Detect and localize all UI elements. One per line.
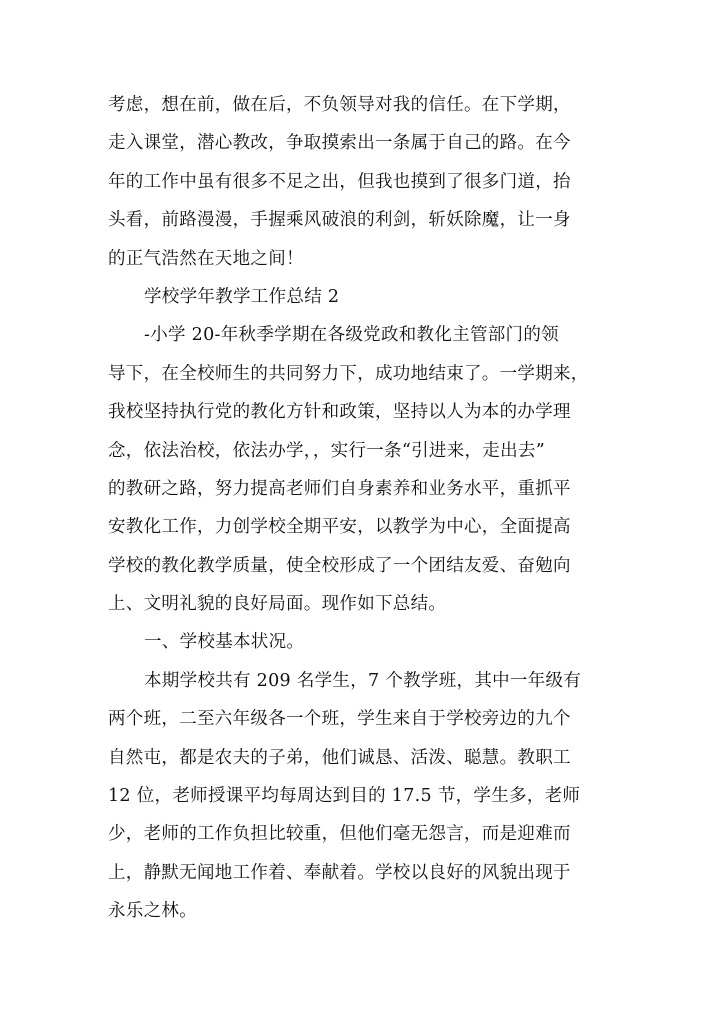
text-line: -小学 20-年秋季学期在各级党政和教化主管部门的领 (144, 325, 559, 346)
section-heading: 学校学年教学工作总结 2 (144, 286, 340, 307)
text-line: 上，静默无闻地工作着、奉献着。学校以良好的风貌出现于 (108, 862, 571, 883)
text-line: 上、文明礼貌的良好局面。现作如下总结。 (108, 594, 447, 615)
text-line: 头看，前路漫漫，手握乘风破浪的利剑，斩妖除魔，让一身 (108, 210, 571, 231)
text-line: 年的工作中虽有很多不足之出，但我也摸到了很多门道，抬 (108, 171, 571, 192)
text-line: 12 位，老师授课平均每周达到目的 17.5 节，学生多，老师 (108, 786, 581, 807)
section-heading: 一、学校基本状况。 (144, 632, 305, 653)
text-line: 导下，在全校师生的共同努力下，成功地结束了。一学期来， (108, 363, 589, 384)
text-line: 两个班，二至六年级各一个班，学生来自于学校旁边的九个 (108, 709, 571, 730)
text-line: 本期学校共有 209 名学生，7 个教学班，其中一年级有 (144, 670, 582, 691)
text-line: 考虑，想在前，做在后，不负领导对我的信任。在下学期， (108, 95, 571, 115)
text-line: 少，老师的工作负担比较重，但他们毫无怨言，而是迎难而 (108, 824, 571, 845)
text-line: 永乐之林。 (108, 901, 197, 922)
text-line: 的教研之路，努力提高老师们自身素养和业务水平，重抓平 (108, 478, 571, 499)
text-line: 念，依法治校，依法办学，，实行一条“引进来，走出去” (108, 440, 545, 461)
text-line: 的正气浩然在天地之间！ (108, 248, 304, 269)
text-line: 学校的教化教学质量，使全校形成了一个团结友爱、奋勉向 (108, 555, 571, 576)
text-line: 自然屯，都是农夫的子弟，他们诚恳、活泼、聪慧。教职工 (108, 747, 571, 768)
text-line: 我校坚持执行党的教化方针和政策，坚持以人为本的办学理 (108, 402, 571, 423)
document-body (108, 86, 608, 931)
text-line: 走入课堂，潜心教改，争取摸索出一条属于自己的路。在今 (108, 133, 571, 154)
text-line: 安教化工作，力创学校全期平安，以教学为中心，全面提高 (108, 517, 571, 538)
